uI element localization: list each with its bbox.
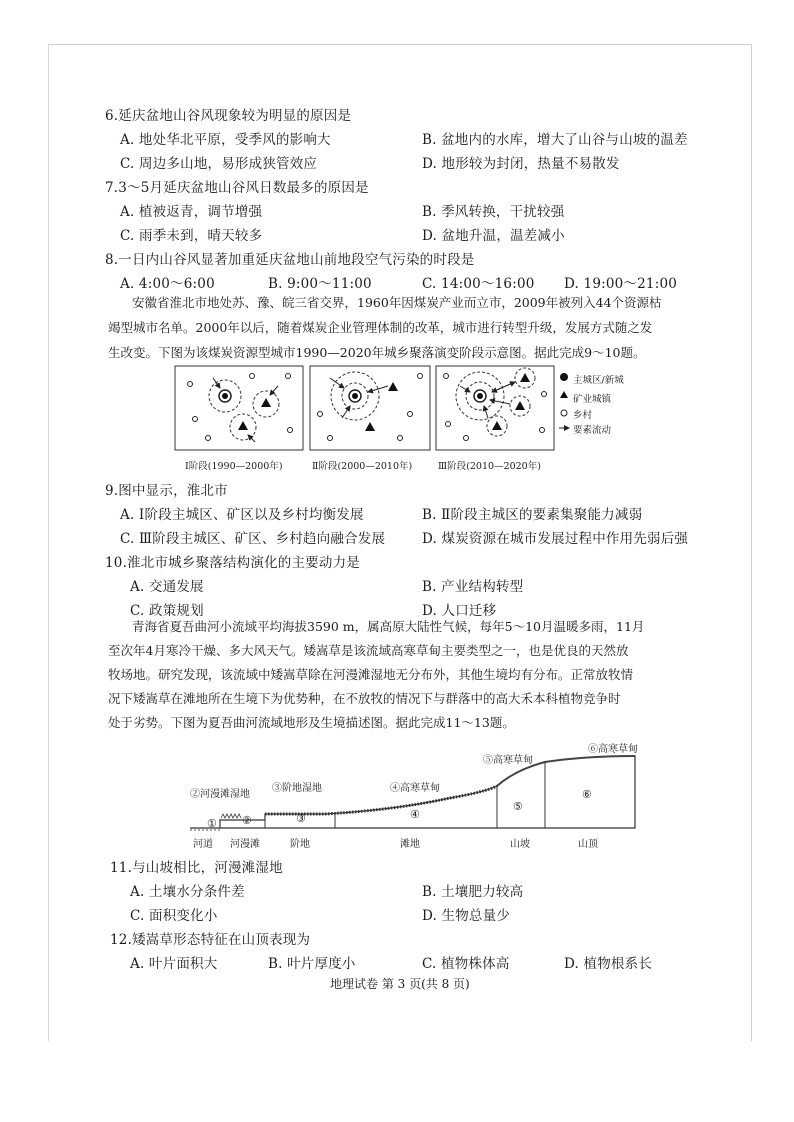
legend-village: 乡村 <box>573 410 593 421</box>
passage2-line1: 青海省夏吾曲河小流域平均海拔3590 m，属高原大陆性气候，每年5～10月温暖多雨，11月 <box>132 619 645 634</box>
fig2-bottom-floodplain: 河漫滩 <box>230 839 260 850</box>
fig2-bottom-slope: 山坡 <box>510 839 530 850</box>
q6-option-d[interactable]: D. 地形较为封闭，热量不易散发 <box>422 156 620 172</box>
q8-stem: 8.一日内山谷风显著加重延庆盆地山前地段空气污染的时段是 <box>105 252 475 268</box>
page-footer: 地理试卷 第 3 页(共 8 页) <box>330 977 470 991</box>
q11-option-b[interactable]: B. 土壤肥力较高 <box>422 884 524 900</box>
q12-option-b[interactable]: B. 叶片厚度小 <box>268 956 356 972</box>
q10-option-c[interactable]: C. 政策规划 <box>130 603 204 619</box>
passage2-line2: 至次年4月寒冷干燥、多大风天气。矮嵩草是该流域高寒草甸主要类型之一，也是优良的天然放 <box>108 643 629 658</box>
panel-stage-2 <box>310 366 430 450</box>
q8-option-a[interactable]: A. 4:00～6:00 <box>120 276 215 292</box>
passage2-line5: 处于劣势。下图为夏吾曲河流域地形及生境描述图。据此完成11～13题。 <box>108 715 515 730</box>
legend-mining-town: 矿业城镇 <box>573 394 612 405</box>
q6-option-c[interactable]: C. 周边多山地，易形成狭管效应 <box>120 156 318 172</box>
panel2-caption: Ⅱ阶段(2000—2010年) <box>312 461 413 472</box>
fig2-box-1: ① <box>207 817 217 830</box>
q9-option-d[interactable]: D. 煤炭资源在城市发展过程中作用先弱后强 <box>422 531 689 547</box>
terrain-habitat-figure <box>185 740 685 850</box>
q7-option-a[interactable]: A. 植被返青，调节增强 <box>120 204 263 220</box>
q11-option-a[interactable]: A. 土壤水分条件差 <box>130 884 245 900</box>
fig2-box-5: ⑤ <box>513 800 523 813</box>
q10-option-a[interactable]: A. 交通发展 <box>130 579 204 595</box>
panel-stage-3 <box>436 366 554 450</box>
legend-main-city: 主城区/新城 <box>573 375 624 386</box>
q12-stem: 12.矮嵩草形态特征在山顶表现为 <box>110 932 311 948</box>
fig2-bottom-summit: 山顶 <box>578 839 598 850</box>
legend-flow: 要素流动 <box>573 425 612 436</box>
q10-stem: 10.淮北市城乡聚落结构演化的主要动力是 <box>105 555 360 571</box>
panel3-caption: Ⅲ阶段(2010—2020年) <box>438 461 541 472</box>
panel1-caption: Ⅰ阶段(1990—2000年) <box>185 461 283 472</box>
fig2-top-label-5: ⑤高寒草甸 <box>483 755 533 766</box>
passage1-line3: 生改变。下图为该煤炭资源型城市1990—2020年城乡聚落演变阶段示意图。据此完成9～10题。 <box>108 345 646 360</box>
figure1-legend <box>559 373 569 428</box>
fig2-box-6: ⑥ <box>582 788 592 801</box>
q6-option-b[interactable]: B. 盆地内的水库，增大了山谷与山坡的温差 <box>422 132 688 148</box>
q6-option-a[interactable]: A. 地处华北平原，受季风的影响大 <box>120 132 331 148</box>
q6-stem: 6.延庆盆地山谷风现象较为明显的原因是 <box>105 108 352 124</box>
fig2-box-3: ③ <box>296 812 306 825</box>
panel-stage-1 <box>175 366 303 450</box>
q10-option-d[interactable]: D. 人口迁移 <box>422 603 497 619</box>
passage1-line1: 安徽省淮北市地处苏、豫、皖三省交界，1960年因煤炭产业而立市，2009年被列入44个资源枯 <box>132 295 662 310</box>
fig2-bottom-river: 河道 <box>193 839 213 850</box>
q8-option-c[interactable]: C. 14:00～16:00 <box>422 276 535 292</box>
q9-option-c[interactable]: C. Ⅲ阶段主城区、矿区、乡村趋向融合发展 <box>120 531 386 547</box>
passage2-line4: 况下矮嵩草在滩地所在生境下为优势种，在不放牧的情况下与群落中的高大禾本科植物竞争时 <box>108 691 621 706</box>
q9-option-b[interactable]: B. Ⅱ阶段主城区的要素集聚能力减弱 <box>422 507 643 523</box>
q8-option-d[interactable]: D. 19:00～21:00 <box>564 276 678 292</box>
q7-option-c[interactable]: C. 雨季未到，晴天较多 <box>120 228 263 244</box>
q9-option-a[interactable]: A. Ⅰ阶段主城区、矿区以及乡村均衡发展 <box>120 507 364 523</box>
passage1-line2: 竭型城市名单。2000年以后，随着煤炭企业管理体制的改革，城市进行转型升级，发展方式随之发 <box>108 320 653 335</box>
q12-option-c[interactable]: C. 植物株体高 <box>422 956 510 972</box>
q9-stem: 9.图中显示，淮北市 <box>105 483 228 499</box>
fig2-box-4: ④ <box>410 808 420 821</box>
q7-option-d[interactable]: D. 盆地升温，温差减小 <box>422 228 565 244</box>
q11-stem: 11.与山坡相比，河漫滩湿地 <box>110 860 283 876</box>
fig2-top-label-4: ④高寒草甸 <box>390 783 440 794</box>
q12-option-a[interactable]: A. 叶片面积大 <box>130 956 218 972</box>
q8-option-b[interactable]: B. 9:00～11:00 <box>268 276 372 292</box>
passage2-line3: 牧场地。研究发现，该流域中矮嵩草除在河漫滩湿地无分布外，其他生境均有分布。正常放牧情 <box>108 667 634 682</box>
q11-option-d[interactable]: D. 生物总量少 <box>422 908 511 924</box>
fig2-bottom-terrace: 阶地 <box>290 839 310 850</box>
q12-option-d[interactable]: D. 植物根系长 <box>564 956 653 972</box>
fig2-top-label-2: ②河漫滩湿地 <box>190 789 250 800</box>
q10-option-b[interactable]: B. 产业结构转型 <box>422 579 524 595</box>
fig2-top-label-3: ③阶地湿地 <box>272 783 322 794</box>
fig2-top-label-6: ⑥高寒草甸 <box>588 744 638 755</box>
q7-stem: 7.3～5月延庆盆地山谷风日数最多的原因是 <box>105 180 369 196</box>
q7-option-b[interactable]: B. 季风转换，干扰较强 <box>422 204 565 220</box>
fig2-bottom-flat: 滩地 <box>400 839 420 850</box>
q11-option-c[interactable]: C. 面积变化小 <box>130 908 218 924</box>
fig2-box-2: ② <box>242 814 252 827</box>
